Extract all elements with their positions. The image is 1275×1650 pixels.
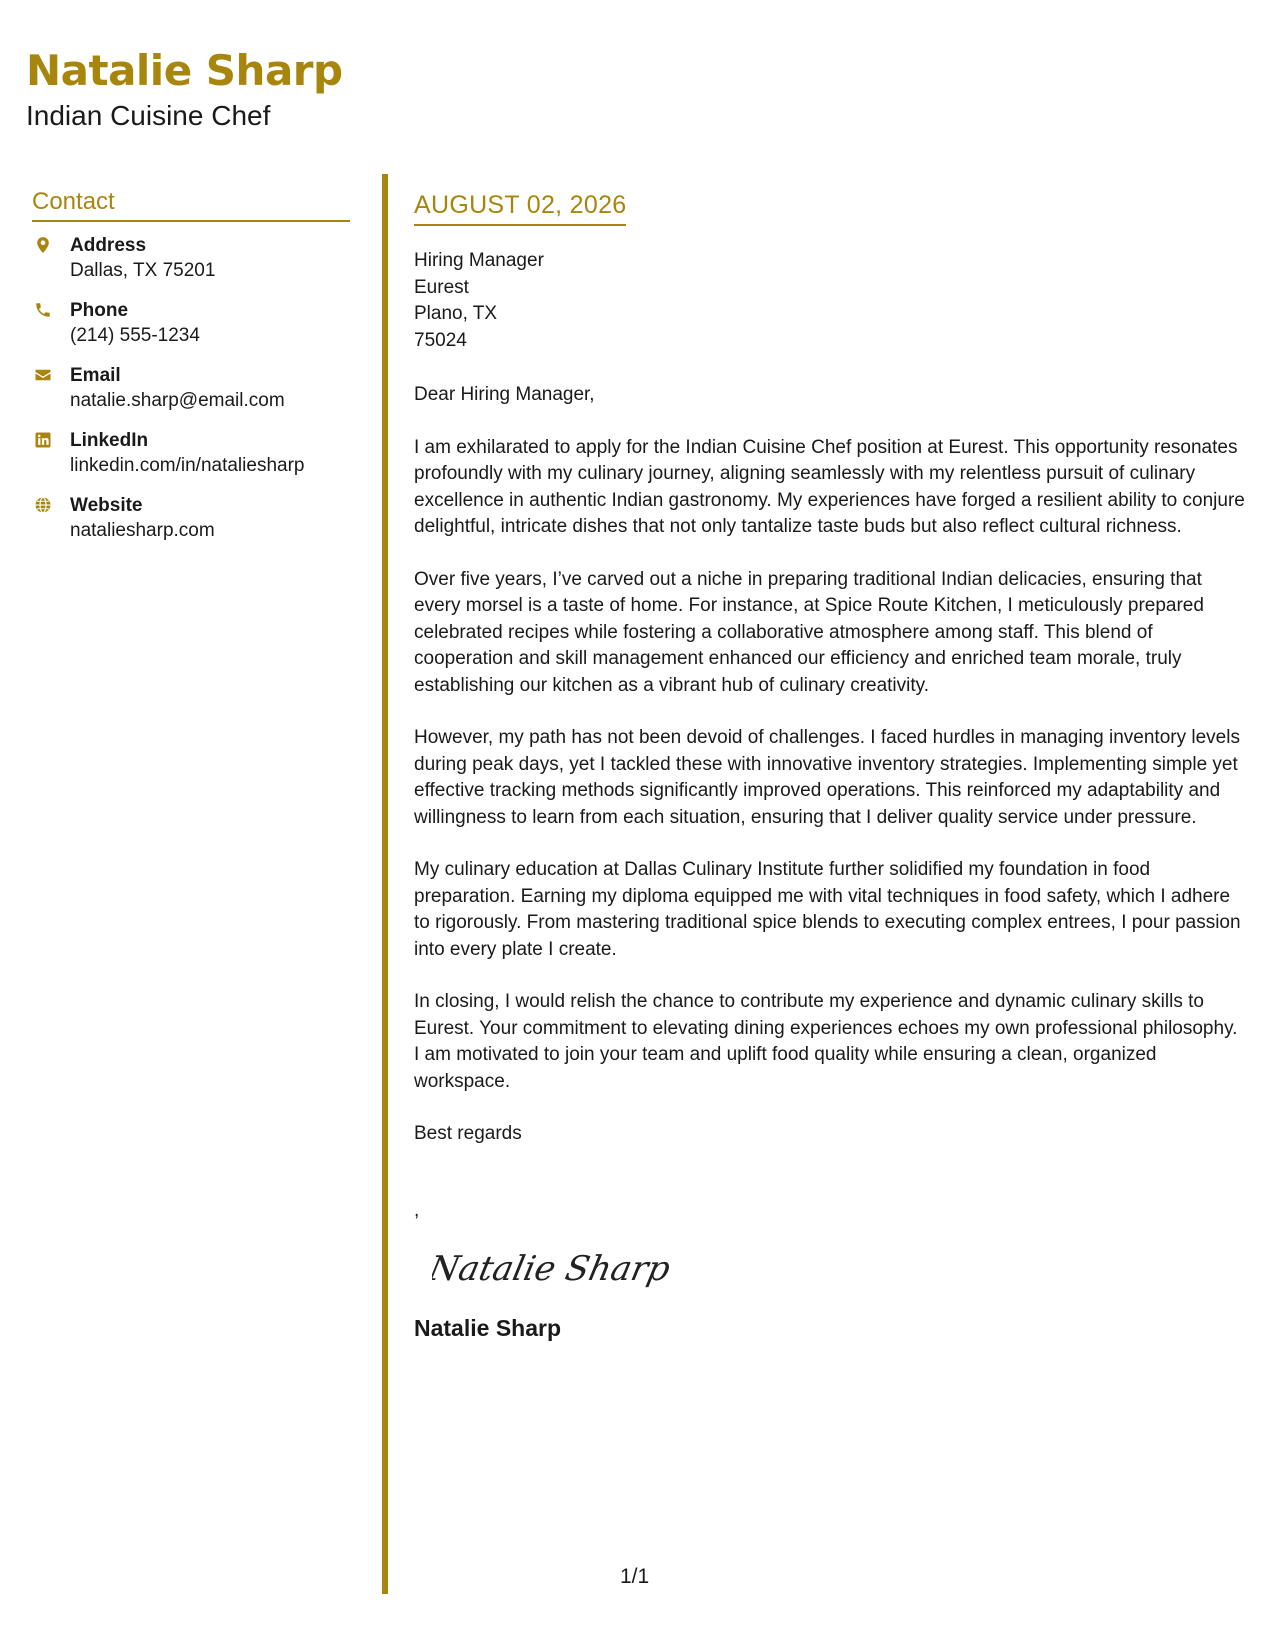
contact-label: Address: [70, 235, 147, 256]
contact-item-address: [32, 234, 350, 283]
handwritten-signature: [432, 1238, 672, 1298]
recipient-block: [414, 248, 1246, 354]
body-paragraph: In closing, I would relish the chance to contribute my experience and dynamic culinary skills to Eurest. Your commitment to elevating dining experiences echoes my own professional philosophy. I am motivated to join your team and uplift food quality while ensuring a clean, organized workspace.: [414, 991, 1238, 1092]
envelope-icon: [34, 366, 52, 384]
body-paragraph: My culinary education at Dallas Culinary Institute further solidified my foundation in food preparation. Earning my diploma equipped me with vital techniques in food safety, which I adhere to rigorously. From mastering traditional spice blends to executing complex entrees, I pour passion into every plate I create.: [414, 859, 1241, 960]
contact-label: Email: [70, 365, 121, 386]
contact-item-linkedin: [32, 429, 350, 478]
contact-label: LinkedIn: [70, 430, 149, 451]
letter-body: [414, 190, 1246, 1341]
contact-value: natalie.sharp@email.com: [70, 390, 285, 411]
contact-value: linkedin.com/in/nataliesharp: [70, 455, 305, 476]
location-pin-icon: [34, 236, 52, 254]
contact-section-title: Contact: [32, 188, 350, 222]
column-divider: [382, 174, 388, 1594]
candidate-role: Indian Cuisine Chef: [26, 100, 271, 131]
recipient-line: 75024: [414, 329, 467, 351]
letter-date: AUGUST 02, 2026: [414, 190, 626, 226]
globe-icon: [34, 496, 52, 514]
contact-value: (214) 555-1234: [70, 325, 200, 346]
phone-icon: [34, 301, 52, 319]
contact-value: nataliesharp.com: [70, 520, 215, 541]
recipient-line: Hiring Manager: [414, 250, 544, 271]
linkedin-icon: [34, 431, 52, 449]
contact-item-phone: [32, 299, 350, 348]
candidate-name: Natalie Sharp: [26, 46, 343, 95]
contact-sidebar: [32, 188, 350, 559]
contact-item-website: [32, 494, 350, 543]
contact-value: Dallas, TX 75201: [70, 260, 216, 281]
contact-item-email: [32, 364, 350, 413]
recipient-line: Eurest: [414, 276, 469, 298]
closing-comma: ,: [414, 1199, 420, 1221]
closing: Best regards: [414, 1123, 522, 1144]
body-paragraph: I am exhilarated to apply for the Indian Cuisine Chef position at Eurest. This opportunity resonates profoundly with my culinary journey, aligning seamlessly with my relentless pursuit of culinary excellence in authentic Indian gastronomy. My experiences have forged a resilient ability to conjure delightful, intricate dishes that not only tantalize taste buds but also reflect cultural richness.: [414, 436, 1245, 537]
body-paragraph: However, my path has not been devoid of challenges. I faced hurdles in managing inventory levels during peak days, yet I tackled these with innovative inventory strategies. Implementing simple yet effective tracking methods significantly improved operations. This reinforced my adaptability and willingness to learn from each situation, ensuring that I deliver quality service under pressure.: [414, 727, 1240, 828]
salutation: Dear Hiring Manager,: [414, 384, 595, 405]
body-paragraph: Over five years, I’ve carved out a niche in preparing traditional Indian delicacies, ensuring that every morsel is a taste of home. For instance, at Spice Route Kitchen, I meticulously prepared celebrated recipes while fostering a collaborative atmosphere among staff. This blend of cooperation and skill management enhanced our efficiency and enriched team morale, truly establishing our kitchen as a vibrant hub of culinary creativity.: [414, 568, 1204, 696]
recipient-line: Plano, TX: [414, 303, 498, 324]
signature-text: Natalie Sharp: [432, 1249, 672, 1289]
page-number: 1/1: [620, 1565, 650, 1588]
signer-name: Natalie Sharp: [414, 1314, 561, 1341]
contact-label: Phone: [70, 300, 129, 321]
contact-label: Website: [70, 495, 143, 516]
contact-list: [32, 234, 350, 543]
